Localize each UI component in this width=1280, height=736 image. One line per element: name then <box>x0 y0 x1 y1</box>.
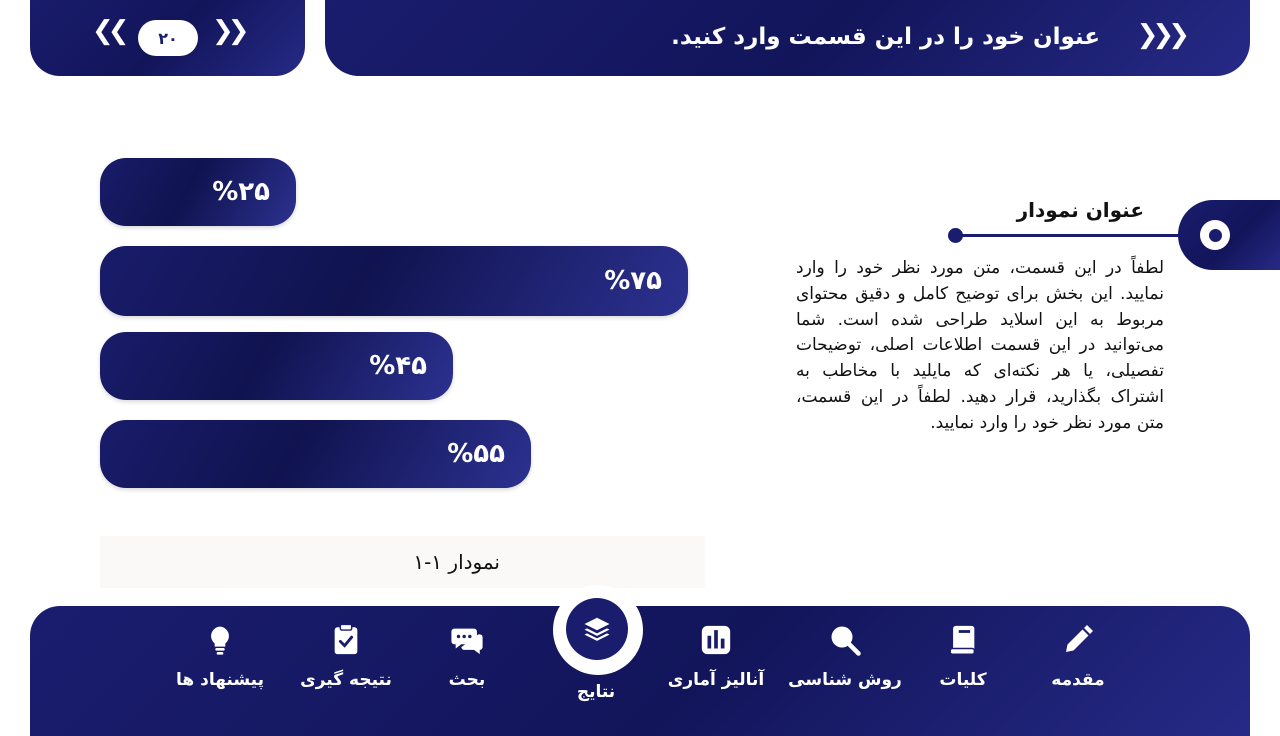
chart-bar <box>100 246 688 316</box>
nav-label-suggestions: پیشنهاد ها <box>176 670 264 690</box>
chart-caption-box <box>100 536 705 588</box>
nav-label-statistics: آنالیز آماری <box>667 670 765 690</box>
page-title: عنوان خود را در این قسمت وارد کنید. <box>671 24 1100 50</box>
section-body: لطفاً در این قسمت، متن مورد نظر خود را وارد نمایید. این بخش برای توضیح کامل و دقیق محتوای مربوط به این اسلاید طراحی شده است. شما می‌توانید در این قسمت اطلاعات اصلی، توضیحات تفصیلی، یا هر نکته‌ای که مایلید با مخاطب به اشتراک بگذارید، قرار دهید. لطفاً در این قسمت، متن مورد نظر خود را وارد نمایید. <box>796 258 1164 433</box>
chevrons-right-icon[interactable]: ❯❯ <box>212 16 244 46</box>
clipboard-check-icon <box>329 622 363 658</box>
page-number-panel <box>30 0 305 76</box>
chart-bar <box>100 332 453 400</box>
chart-caption: نمودار ۱-۱ <box>413 550 500 574</box>
section-divider <box>955 234 1215 237</box>
nav-label-methodology: روش شناسی <box>788 670 902 690</box>
nav-item-conclusion[interactable] <box>281 620 411 690</box>
nav-item-overview[interactable] <box>898 620 1028 690</box>
page-number: ۲۰ <box>138 20 198 56</box>
chat-icon <box>449 623 485 657</box>
title-chevrons-icon: ❯❯❯ <box>1136 20 1184 50</box>
nav-label-discussion: بحث <box>448 670 486 690</box>
nav-item-discussion[interactable] <box>402 620 532 690</box>
divider-dot <box>948 228 963 243</box>
target-icon <box>1200 220 1230 250</box>
nav-label-intro: مقدمه <box>1051 670 1105 690</box>
chart-bar <box>100 158 296 226</box>
section-marker <box>1178 200 1280 270</box>
nav-label-conclusion: نتیجه گیری <box>300 670 392 690</box>
chevrons-left-icon[interactable]: ❮❮ <box>92 16 124 46</box>
nav-item-methodology[interactable] <box>780 620 910 690</box>
nav-item-statistics[interactable] <box>651 620 781 690</box>
chart-bar <box>100 420 531 488</box>
layers-icon <box>582 614 612 644</box>
nav-label-overview: کلیات <box>939 670 987 690</box>
nav-item-intro[interactable] <box>1013 620 1143 690</box>
lightbulb-icon <box>204 622 236 658</box>
magnifier-icon <box>827 622 863 658</box>
chart-icon <box>699 623 733 657</box>
bar-value-label: %۵۵ <box>447 439 505 469</box>
pencil-icon <box>1060 622 1096 658</box>
bar-value-label: %۷۵ <box>604 266 662 296</box>
nav-item-suggestions[interactable] <box>155 620 285 690</box>
nav-label-results[interactable]: نتایج <box>576 682 616 702</box>
section-heading: عنوان نمودار <box>1016 198 1144 222</box>
book-icon <box>946 622 980 658</box>
bar-value-label: %۴۵ <box>369 351 427 381</box>
title-banner <box>325 0 1250 76</box>
bar-value-label: %۲۵ <box>212 177 270 207</box>
nav-item-results-active[interactable] <box>566 598 628 660</box>
